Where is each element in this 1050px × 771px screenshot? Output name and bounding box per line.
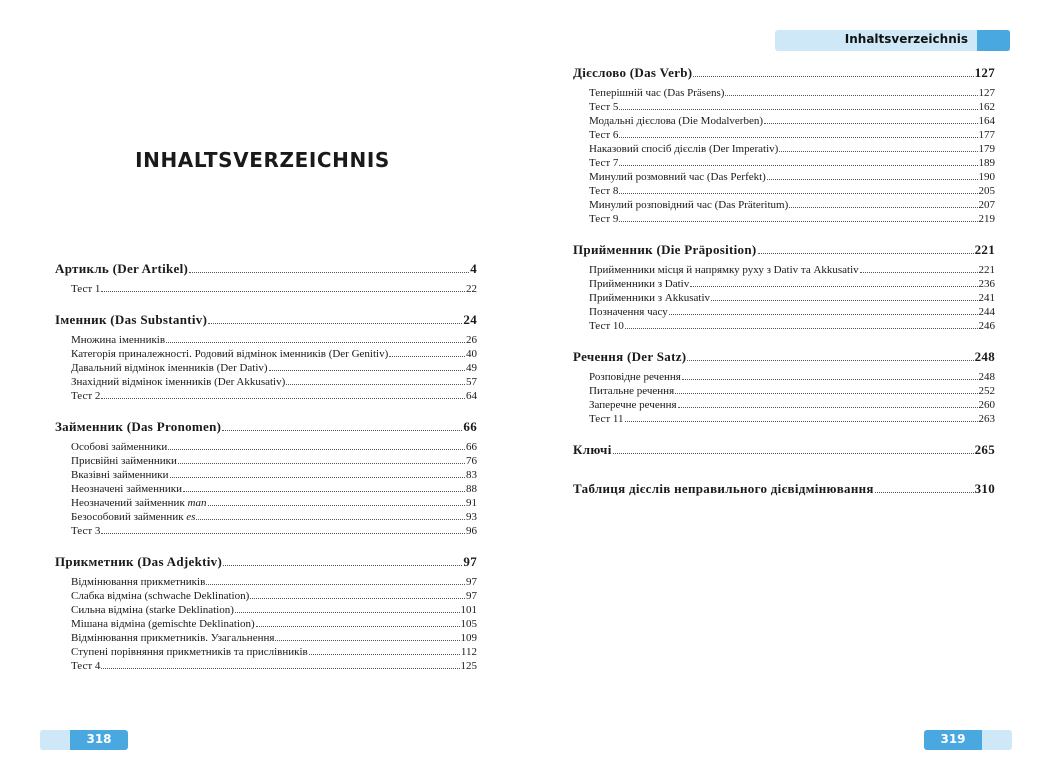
section-heading [573,64,995,81]
dot-leader [309,654,460,655]
toc-entry [573,305,995,319]
dot-leader [223,565,462,566]
entry-page-number: 162 [978,101,995,113]
toc-section [55,260,477,296]
dot-leader [682,379,978,380]
toc-section [573,348,995,426]
dot-leader [206,584,465,585]
toc-entry [573,384,995,398]
dot-leader [101,533,465,534]
dot-leader [764,123,978,124]
dot-leader [189,272,469,273]
dot-leader [711,300,977,301]
page-number-tab-left [40,730,128,750]
tab-dark-segment [977,30,1010,51]
toc-entry [573,170,995,184]
toc-entry [55,589,477,603]
entry-title: Модальні дієслова (Die Modalverben) [589,115,763,127]
dot-leader [687,360,973,361]
toc-entry [573,156,995,170]
entry-title: Давальний відмінок іменників (Der Dativ) [71,362,268,374]
dot-leader [101,668,459,669]
entry-title: Присвійні займенники [71,455,177,467]
entry-title: Заперечне речення [589,399,677,411]
dot-leader [196,519,465,520]
entry-page-number: 49 [466,362,477,374]
toc-left [55,260,477,688]
entry-title: Тест 2 [71,390,101,402]
section-title: Іменник (Das Substantiv) [55,312,208,327]
toc-entry [573,370,995,384]
dot-leader [101,291,465,292]
entry-page-number: 93 [466,511,477,523]
entry-title: Сильна відміна (starke Deklination) [71,604,234,616]
page-number-tab-right [924,730,1012,750]
dot-leader [779,151,977,152]
entry-page-number: 66 [466,441,477,453]
toc-entry [55,617,477,631]
toc-entry [55,645,477,659]
entry-title: Тест 3 [71,525,101,537]
entry-page-number: 236 [978,278,995,290]
entry-page-number: 127 [978,87,995,99]
section-page-number: 97 [463,554,477,569]
toc-entry [573,100,995,114]
dot-leader [256,626,460,627]
entry-title: Неозначений займенник [71,497,185,509]
toc-entry [573,198,995,212]
dot-leader [208,323,462,324]
section-heading [573,241,995,258]
toc-entry [55,631,477,645]
section-heading [55,260,477,277]
toc-entry [55,482,477,496]
entry-title: Тест 5 [589,101,619,113]
entry-title: Минулий розповідний час (Das Präteritum) [589,199,789,211]
dot-leader [235,612,460,613]
tab-light-segment [982,730,1012,750]
toc-section [573,64,995,226]
entry-title: Множина іменників [71,334,166,346]
section-title: Ключі [573,442,612,457]
entry-page-number: 205 [978,185,995,197]
entry-title: Розповідне речення [589,371,681,383]
dot-leader [619,193,977,194]
entry-page-number: 189 [978,157,995,169]
entry-title: Тест 1 [71,283,101,295]
dot-leader [166,342,465,343]
section-page-number: 24 [463,312,477,327]
dot-leader [389,356,465,357]
dot-leader [619,165,977,166]
section-heading [55,311,477,328]
entry-title: Мішана відміна (gemischte Deklination) [71,618,255,630]
entry-title: Тест 6 [589,129,619,141]
right-page [525,0,1050,771]
toc-entry [55,333,477,347]
toc-section [573,241,995,333]
running-header [775,30,1010,51]
dot-leader [101,398,465,399]
section-title: Займенник (Das Pronomen) [55,419,222,434]
entry-title: Наказовий спосіб дієслів (Der Imperativ) [589,143,779,155]
dot-leader [208,505,466,506]
entry-title: Відмінювання прикметників [71,576,206,588]
entry-page-number: 244 [978,306,995,318]
entry-emphasis: man [187,497,207,509]
entry-page-number: 164 [978,115,995,127]
dot-leader [168,449,465,450]
toc-entry [573,398,995,412]
toc-entry [55,347,477,361]
entry-title: Вказівні займенники [71,469,169,481]
entry-page-number: 112 [460,646,477,658]
entry-title: Неозначені займенники [71,483,182,495]
dot-leader [789,207,977,208]
section-page-number: 66 [463,419,477,434]
entry-page-number: 179 [978,143,995,155]
toc-section [573,480,995,497]
dot-leader [275,640,459,641]
toc-entry [55,524,477,538]
section-title: Прикметник (Das Adjektiv) [55,554,223,569]
dot-leader [619,137,977,138]
toc-entry [573,277,995,291]
dot-leader [675,393,977,394]
entry-page-number: 248 [978,371,995,383]
toc-entry [55,389,477,403]
entry-page-number: 40 [466,348,477,360]
section-heading [573,441,995,458]
dot-leader [170,477,465,478]
section-title: Речення (Der Satz) [573,349,687,364]
entry-title: Слабка відміна (schwache Deklination) [71,590,250,602]
section-page-number: 4 [470,261,477,276]
toc-entry [55,375,477,389]
section-heading [573,348,995,365]
entry-page-number: 83 [466,469,477,481]
toc-section [55,418,477,538]
toc-entry [573,86,995,100]
toc-entry [573,128,995,142]
toc-entry [55,440,477,454]
entry-page-number: 97 [466,576,477,588]
toc-entry [55,603,477,617]
toc-entry [55,659,477,673]
toc-entry [573,319,995,333]
dot-leader [178,463,465,464]
entry-title: Ступені порівняння прикметників та прислівників [71,646,308,658]
section-heading [573,480,995,497]
section-title: Дієслово (Das Verb) [573,65,693,80]
toc-entry [55,510,477,524]
entry-page-number: 207 [978,199,995,211]
entry-page-number: 26 [466,334,477,346]
toc-entry [573,212,995,226]
toc-section [573,441,995,458]
entry-title: Тест 11 [589,413,624,425]
toc-entry [573,291,995,305]
entry-title: Питальне речення [589,385,675,397]
entry-title: Тест 4 [71,660,101,672]
toc-entry [55,361,477,375]
entry-title: Знахідний відмінок іменників (Der Akkusativ) [71,376,286,388]
entry-page-number: 76 [466,455,477,467]
dot-leader [613,453,974,454]
entry-page-number: 109 [460,632,477,644]
section-page-number: 310 [974,481,995,496]
entry-page-number: 105 [460,618,477,630]
dot-leader [625,328,978,329]
section-page-number: 221 [974,242,995,257]
entry-title: Відмінювання прикметників. Узагальнення [71,632,275,644]
entry-title: Прийменники з Dativ [589,278,690,290]
toc-section [55,311,477,403]
entry-title: Безособовий займенник [71,511,184,523]
toc-entry [55,575,477,589]
tab-light-segment [40,730,70,750]
entry-title: Тест 8 [589,185,619,197]
entry-page-number: 101 [460,604,477,616]
toc-entry [573,263,995,277]
entry-page-number: 57 [466,376,477,388]
entry-title: Особові займенники [71,441,168,453]
page-number-right: 319 [940,732,966,746]
page-number-left: 318 [86,732,112,746]
toc-entry [573,142,995,156]
entry-page-number: 260 [978,399,995,411]
dot-leader [860,272,978,273]
toc-entry [55,454,477,468]
dot-leader [619,109,977,110]
toc-entry [55,282,477,296]
toc-entry [55,468,477,482]
entry-title: Прийменники з Akkusativ [589,292,711,304]
entry-page-number: 97 [466,590,477,602]
toc-section [55,553,477,673]
entry-page-number: 252 [978,385,995,397]
entry-page-number: 125 [460,660,477,672]
entry-page-number: 246 [978,320,995,332]
entry-page-number: 219 [978,213,995,225]
entry-title: Категорія приналежності. Родовий відмінок іменників (Der Genitiv) [71,348,389,360]
entry-title: Прийменники місця й напрямку руху з Dativ та Akkusativ [589,264,859,276]
dot-leader [250,598,465,599]
entry-page-number: 64 [466,390,477,402]
section-page-number: 248 [974,349,995,364]
dot-leader [269,370,465,371]
entry-title: Позначення часу [589,306,668,318]
entry-page-number: 22 [466,283,477,295]
dot-leader [619,221,977,222]
dot-leader [758,253,974,254]
dot-leader [625,421,978,422]
section-heading [55,418,477,435]
entry-page-number: 221 [978,264,995,276]
dot-leader [690,286,977,287]
entry-title: Тест 7 [589,157,619,169]
dot-leader [767,179,978,180]
entry-page-number: 177 [978,129,995,141]
toc-entry [55,496,477,510]
dot-leader [678,407,978,408]
entry-page-number: 190 [978,171,995,183]
dot-leader [286,384,465,385]
toc-right [573,64,995,512]
toc-entry [573,184,995,198]
entry-title: Минулий розмовний час (Das Perfekt) [589,171,766,183]
dot-leader [669,314,978,315]
toc-entry [573,114,995,128]
section-page-number: 127 [974,65,995,80]
entry-title: Тест 10 [589,320,624,332]
dot-leader [875,492,974,493]
section-title: Прийменник (Die Präposition) [573,242,757,257]
entry-title: Тест 9 [589,213,619,225]
entry-page-number: 241 [978,292,995,304]
dot-leader [183,491,465,492]
entry-page-number: 96 [466,525,477,537]
section-title: Артикль (Der Artikel) [55,261,189,276]
section-heading [55,553,477,570]
page-title: INHALTSVERZEICHNIS [135,148,390,172]
entry-page-number: 88 [466,483,477,495]
toc-entry [573,412,995,426]
entry-title: Теперішній час (Das Präsens) [589,87,725,99]
section-page-number: 265 [974,442,995,457]
dot-leader [222,430,462,431]
entry-page-number: 91 [466,497,477,509]
section-title: Таблиця дієслів неправильного дієвідмінювання [573,481,874,496]
running-header-text: Inhaltsverzeichnis [844,32,968,46]
dot-leader [693,76,973,77]
dot-leader [725,95,977,96]
entry-emphasis: es [186,511,196,523]
entry-page-number: 263 [978,413,995,425]
